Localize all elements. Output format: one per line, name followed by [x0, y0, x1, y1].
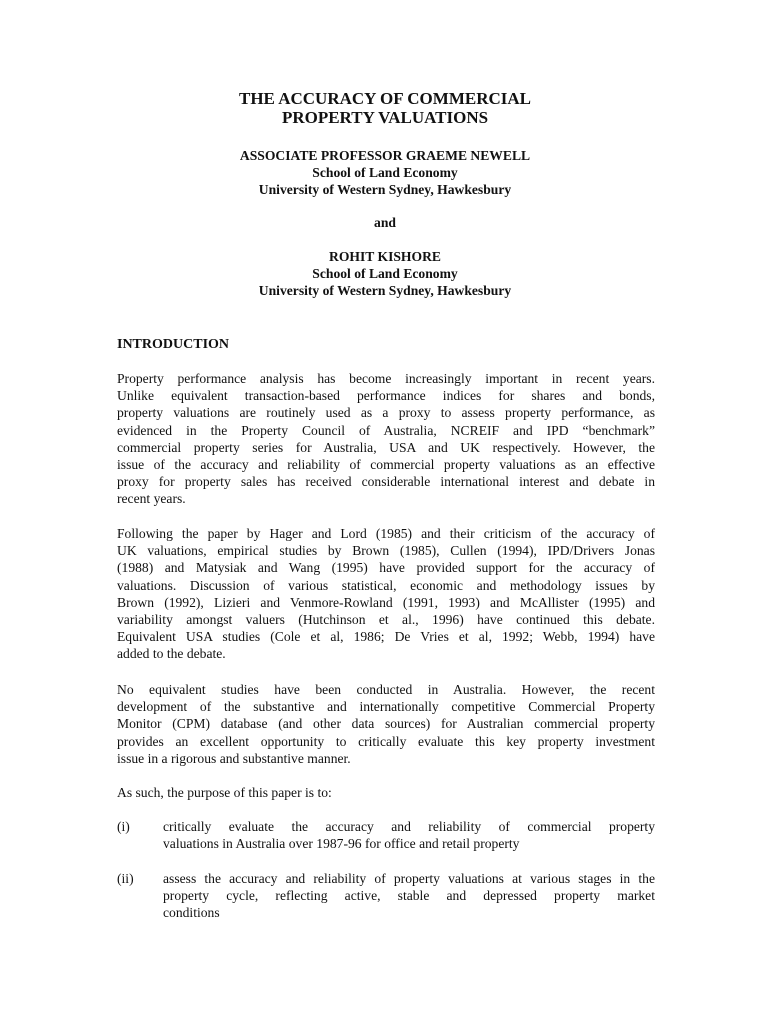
- paragraph: [117, 525, 655, 663]
- text-line: Equivalent USA studies (Cole et al, 1986; De Vries et al, 1992; Webb, 1994) have: [117, 629, 655, 645]
- section-heading: INTRODUCTION: [117, 337, 230, 352]
- title-line-2: PROPERTY VALUATIONS: [281, 108, 489, 127]
- text-line: provides an excellent opportunity to critically evaluate this key property investment: [117, 733, 655, 749]
- author-university: University of Western Sydney, Hawkesbury: [258, 283, 512, 298]
- text-line: critically evaluate the accuracy and reliability of commercial property: [163, 819, 655, 834]
- text-line: property valuations are routinely used as a proxy to assess property performance, as: [117, 405, 655, 421]
- paragraph: [117, 681, 655, 767]
- text-line: conditions: [163, 905, 220, 921]
- author-name: ASSOCIATE PROFESSOR GRAEME NEWELL: [239, 148, 531, 163]
- list-item-body: [163, 818, 655, 852]
- text-line: development of the substantive and internationally competitive Commercial Property: [117, 699, 655, 715]
- text-line: assess the accuracy and reliability of property valuations at various stages in the: [163, 871, 655, 886]
- list-item-body: [163, 870, 655, 922]
- text-line: issue in a rigorous and substantive manner.: [117, 750, 351, 766]
- text-line: issue of the accuracy and reliability of commercial property valuations as an effective: [117, 456, 655, 472]
- list-item-number: (i): [117, 819, 130, 834]
- author-block-1: [0, 147, 770, 198]
- text-line: added to the debate.: [117, 646, 226, 662]
- text-line: UK valuations, empirical studies by Brown (1985), Cullen (1994), IPD/Drivers Jonas: [117, 543, 655, 559]
- text-line: proxy for property sales has received considerable international interest and debate in: [117, 474, 655, 490]
- text-line: variability amongst valuers (Hutchinson et al., 1996) have continued this debate.: [117, 611, 655, 627]
- text-line: valuations in Australia over 1987-96 for office and retail property: [163, 836, 520, 852]
- text-line: Monitor (CPM) database (and other data sources) for Australian commercial property: [117, 716, 655, 732]
- title-line-1: THE ACCURACY OF COMMERCIAL: [239, 89, 531, 108]
- text-line: As such, the purpose of this paper is to:: [117, 785, 332, 800]
- text-line: evidenced in the Property Council of Australia, NCREIF and IPD “benchmark”: [117, 422, 655, 438]
- list-item-number: (ii): [117, 871, 134, 886]
- author-school: School of Land Economy: [312, 266, 458, 281]
- text-line: valuations. Discussion of various statistical, economic and methodology issues by: [117, 577, 655, 593]
- text-line: recent years.: [117, 491, 186, 507]
- paragraph: [117, 784, 655, 801]
- author-name: ROHIT KISHORE: [329, 249, 441, 264]
- text-line: Following the paper by Hager and Lord (1985) and their criticism of the accuracy of: [117, 526, 655, 541]
- text-line: Unlike equivalent transaction-based performance indices for shares and bonds,: [117, 388, 655, 404]
- author-school: School of Land Economy: [312, 165, 458, 180]
- text-line: No equivalent studies have been conducted in Australia. However, the recent: [117, 682, 655, 697]
- author-conjunction: and: [374, 215, 396, 230]
- author-block-2: [0, 248, 770, 299]
- paper-title: [0, 89, 770, 127]
- text-line: commercial property series for Australia, USA and UK respectively. However, the: [117, 439, 655, 455]
- text-line: Property performance analysis has become increasingly important in recent years.: [117, 371, 655, 386]
- paragraph: [117, 370, 655, 508]
- text-line: property cycle, reflecting active, stable and depressed property market: [163, 888, 655, 904]
- text-line: Brown (1992), Lizieri and Venmore-Rowland (1991, 1993) and McAllister (1995) and: [117, 594, 655, 610]
- text-line: (1988) and Matysiak and Wang (1995) have provided support for the accuracy of: [117, 560, 655, 576]
- author-university: University of Western Sydney, Hawkesbury: [258, 182, 512, 197]
